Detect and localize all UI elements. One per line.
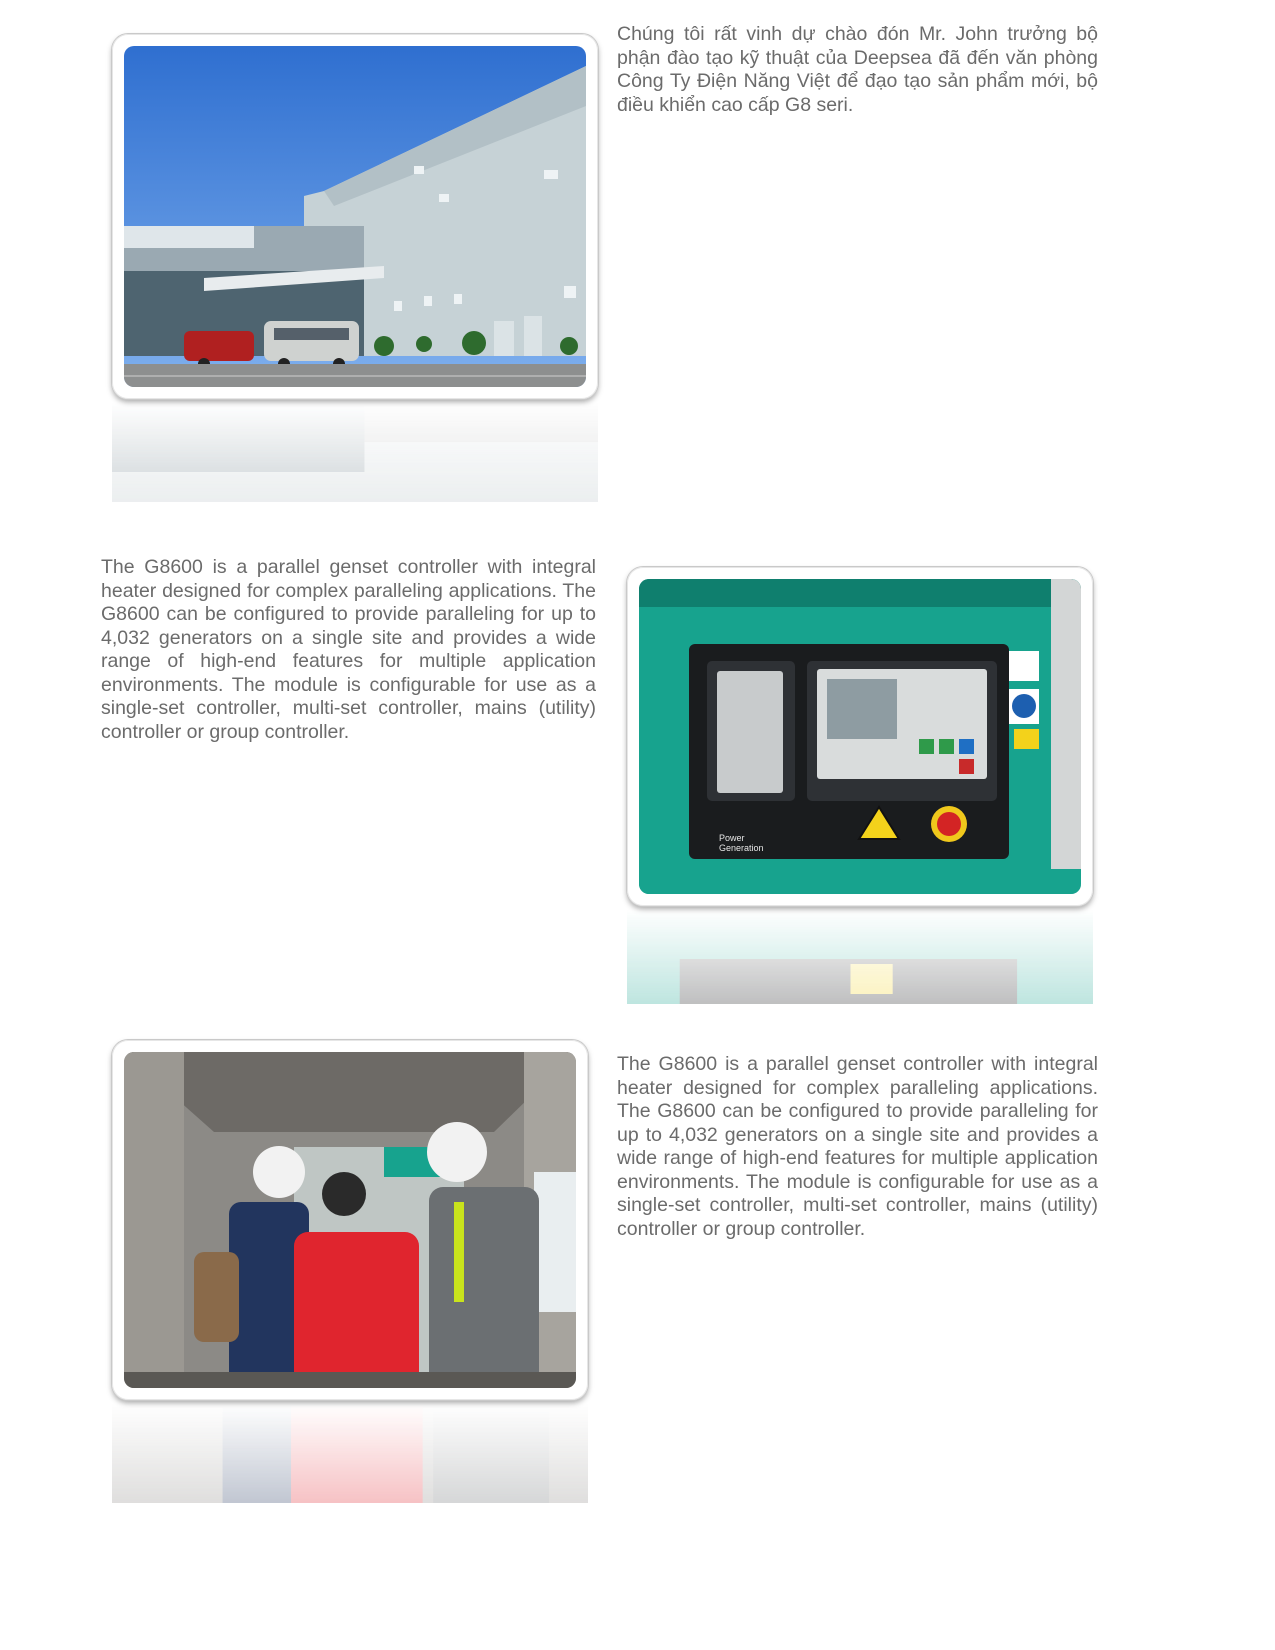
intro-paragraph-vietnamese: Chúng tôi rất vinh dự chào đón Mr. John trưởng bộ phận đào tạo kỹ thuật của Deepsea đã đến văn phòng Công Ty Điện Năng Việt để đạo tạo sản phẩm mới, bộ điều khiển cao cấp G8 seri. (617, 23, 1098, 116)
g8600-description-paragraph-1: The G8600 is a parallel genset controller with integral heater designed for complex paralleling applications. The G8600 can be configured to provide paralleling for up to 4,032 generators on a single site and provides a wide range of high-end features for multiple application environments. The module is configurable for use as a single-set controller, multi-set controller, mains (utility) controller or group controller. (101, 556, 596, 743)
svg-text:Generation: Generation (719, 843, 764, 853)
building-photo-reflection (112, 402, 598, 502)
svg-text:Power: Power (719, 833, 745, 843)
photo-frame-building (112, 34, 598, 399)
technicians-photo (124, 1052, 576, 1388)
photo-frame-technicians (112, 1040, 588, 1400)
controller-photo-reflection (627, 909, 1093, 1004)
photo-frame-controller (627, 567, 1093, 906)
technicians-photo-reflection (112, 1403, 588, 1503)
g8600-description-paragraph-2: The G8600 is a parallel genset controller with integral heater designed for complex paralleling applications. The G8600 can be configured to provide paralleling for up to 4,032 generators on a single site and provides a wide range of high-end features for multiple application environments. The module is configurable for use as a single-set controller, multi-set controller, mains (utility) controller or group controller. (617, 1053, 1098, 1240)
controller-panel-photo (639, 579, 1081, 894)
building-photo (124, 46, 586, 387)
